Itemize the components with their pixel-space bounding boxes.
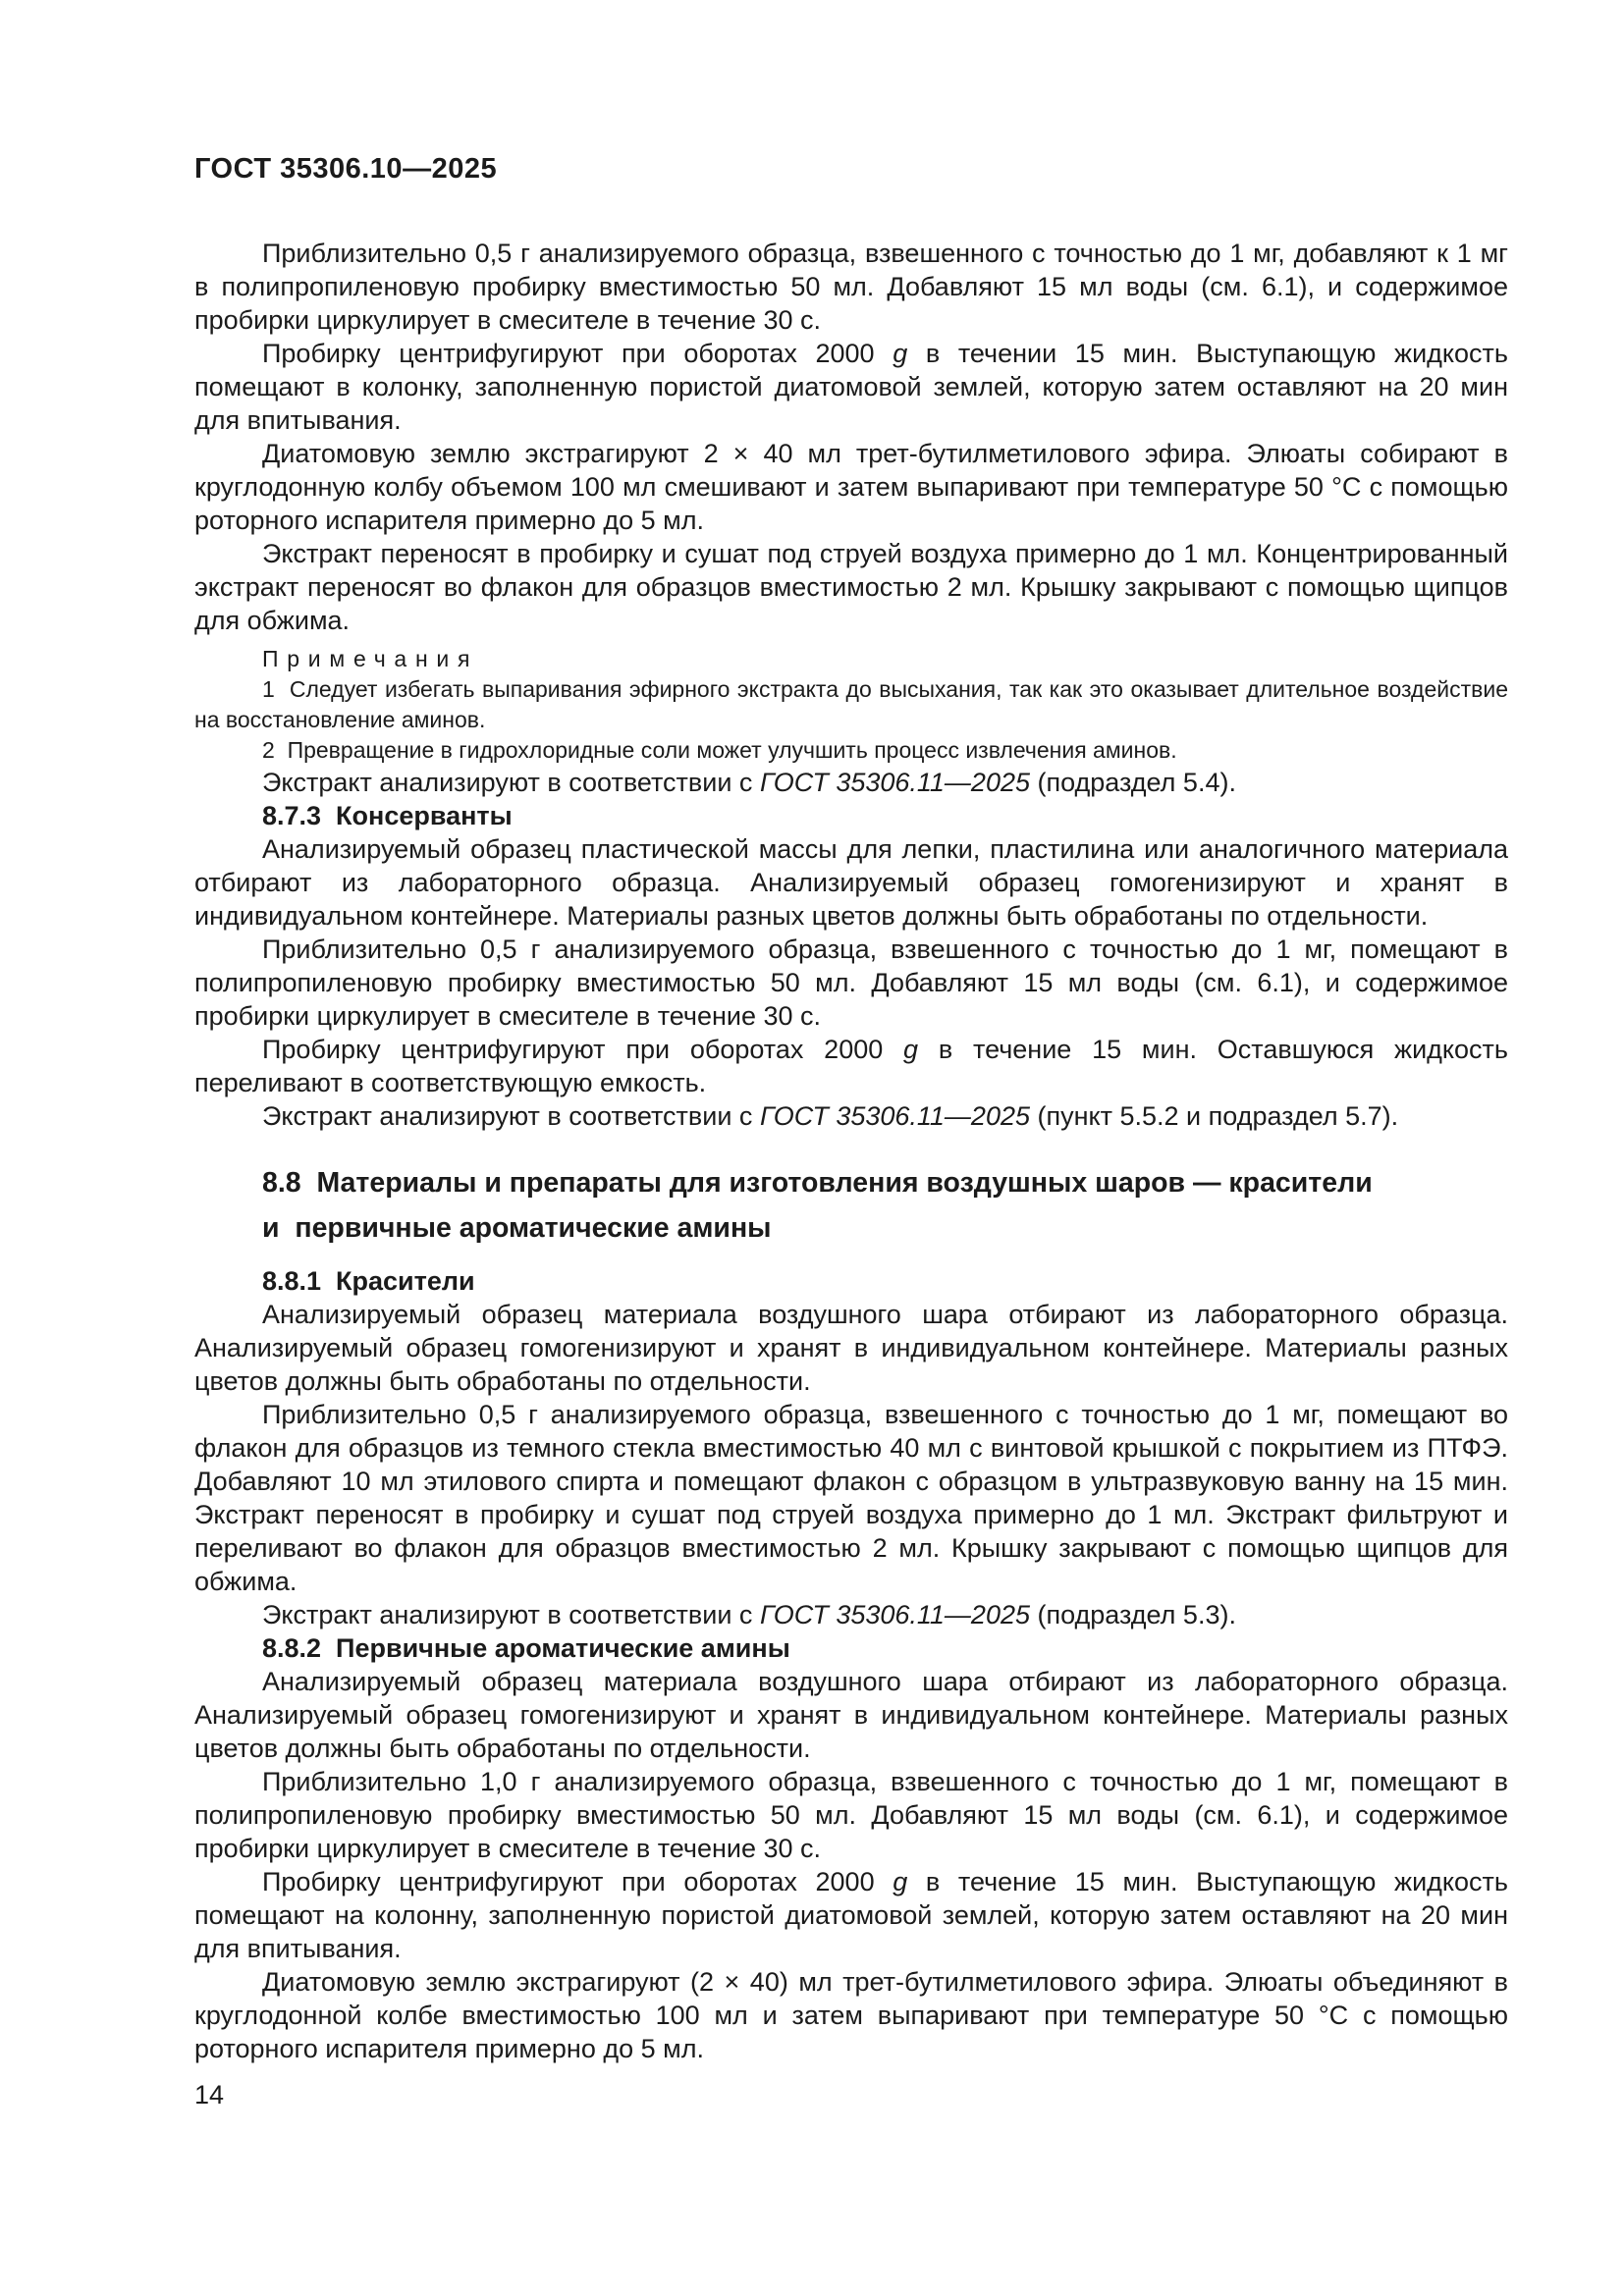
paragraph: Приблизительно 0,5 г анализируемого образца, взвешенного с точностью до 1 мг, добавляют к 1 мг в полипропиленовую пробирку вместимостью 50 мл. Добавляют 15 мл воды (см. 6.1), и содержимое пробирки циркулирует в смесителе в течение 30 с.: [194, 239, 1508, 335]
note: 2 Превращение в гидрохлоридные соли может улучшить процесс извлечения аминов.: [262, 737, 1177, 763]
note: 1 Следует избегать выпаривания эфирного экстракта до высыхания, так как это оказывает длительное воздействие на восстановление аминов.: [194, 676, 1508, 732]
paragraph: Пробирку центрифугируют при оборотах 2000 g в течении 15 мин. Выступающую жидкость помещают в колонку, заполненную пористой диатомовой землей, которую затем оставляют на 20 мин для впитывания.: [194, 339, 1508, 435]
paragraph: Пробирку центрифугируют при оборотах 2000 g в течение 15 мин. Оставшуюся жидкость переливают в соответствующую емкость.: [194, 1035, 1508, 1097]
document-content: [194, 237, 1508, 2065]
section-heading: 8.8 Материалы и препараты для изготовления воздушных шаров — красители и первичные ароматические амины: [262, 1167, 1373, 1244]
paragraph: Приблизительно 1,0 г анализируемого образца, взвешенного с точностью до 1 мг, помещают в полипропиленовую пробирку вместимостью 50 мл. Добавляют 15 мл воды (см. 6.1), и содержимое пробирки циркулирует в смесителе в течение 30 с.: [194, 1767, 1508, 1863]
paragraph: Приблизительно 0,5 г анализируемого образца, взвешенного с точностью до 1 мг, помещают в полипропиленовую пробирку вместимостью 50 мл. Добавляют 15 мл воды (см. 6.1), и содержимое пробирки циркулирует в смесителе в течение 30 с.: [194, 934, 1508, 1031]
paragraph: Приблизительно 0,5 г анализируемого образца, взвешенного с точностью до 1 мг, помещают во флакон для образцов из темного стекла вместимостью 40 мл с винтовой крышкой с покрытием из ПТФЭ. Добавляют 10 мл этилового спирта и помещают флакон с образцом в ультразвуковую ванну на 15 мин. Экстракт переносят в пробирку и сушат под струей воздуха примерно до 1 мл. Экстракт фильтруют и переливают во флакон для образцов вместимостью 2 мл. Крышку закрывают с помощью щипцов для обжима.: [194, 1400, 1508, 1596]
paragraph: Диатомовую землю экстрагируют 2 × 40 мл трет-бутилметилового эфира. Элюаты собирают в круглодонную колбу объемом 100 мл смешивают и затем выпаривают при температуре 50 °С с помощью роторного испарителя примерно до 5 мл.: [194, 439, 1508, 535]
paragraph: Пробирку центрифугируют при оборотах 2000 g в течение 15 мин. Выступающую жидкость помещают на колонну, заполненную пористой диатомовой землей, которую затем оставляют на 20 мин для впитывания.: [194, 1867, 1508, 1963]
notes-title: Примечания: [262, 646, 479, 671]
paragraph: Экстракт анализируют в соответствии с ГОСТ 35306.11—2025 (пункт 5.5.2 и подраздел 5.7).: [262, 1101, 1399, 1131]
paragraph: Экстракт переносят в пробирку и сушат под струей воздуха примерно до 1 мл. Концентрированный экстракт переносят во флакон для образцов вместимостью 2 мл. Крышку закрывают с помощью щипцов для обжима.: [194, 539, 1508, 635]
subsection-heading: 8.8.2 Первичные ароматические амины: [262, 1633, 790, 1663]
page-number: 14: [194, 2080, 225, 2109]
paragraph: Анализируемый образец материала воздушного шара отбирают из лабораторного образца. Анализируемый образец гомогенизируют и хранят в индивидуальном контейнере. Материалы разных цветов должны быть обработаны по отдельности.: [194, 1667, 1508, 1763]
subsection-heading: 8.7.3 Консерванты: [262, 801, 513, 830]
paragraph: Анализируемый образец материала воздушного шара отбирают из лабораторного образца. Анализируемый образец гомогенизируют и хранят в индивидуальном контейнере. Материалы разных цветов должны быть обработаны по отдельности.: [194, 1300, 1508, 1396]
paragraph: Диатомовую землю экстрагируют (2 × 40) мл трет-бутилметилового эфира. Элюаты объединяют в круглодонной колбе вместимостью 100 мл и затем выпаривают при температуре 50 °С с помощью роторного испарителя примерно до 5 мл.: [194, 1967, 1508, 2063]
paragraph: Экстракт анализируют в соответствии с ГОСТ 35306.11—2025 (подраздел 5.4).: [262, 768, 1236, 797]
paragraph: Экстракт анализируют в соответствии с ГОСТ 35306.11—2025 (подраздел 5.3).: [262, 1600, 1236, 1629]
paragraph: Анализируемый образец пластической массы для лепки, пластилина или аналогичного материала отбирают из лабораторного образца. Анализируемый образец гомогенизируют и хранят в индивидуальном контейнере. Материалы разных цветов должны быть обработаны по отдельности.: [194, 834, 1508, 931]
running-header: ГОСТ 35306.10—2025: [194, 153, 498, 185]
subsection-heading: 8.8.1 Красители: [262, 1266, 475, 1296]
